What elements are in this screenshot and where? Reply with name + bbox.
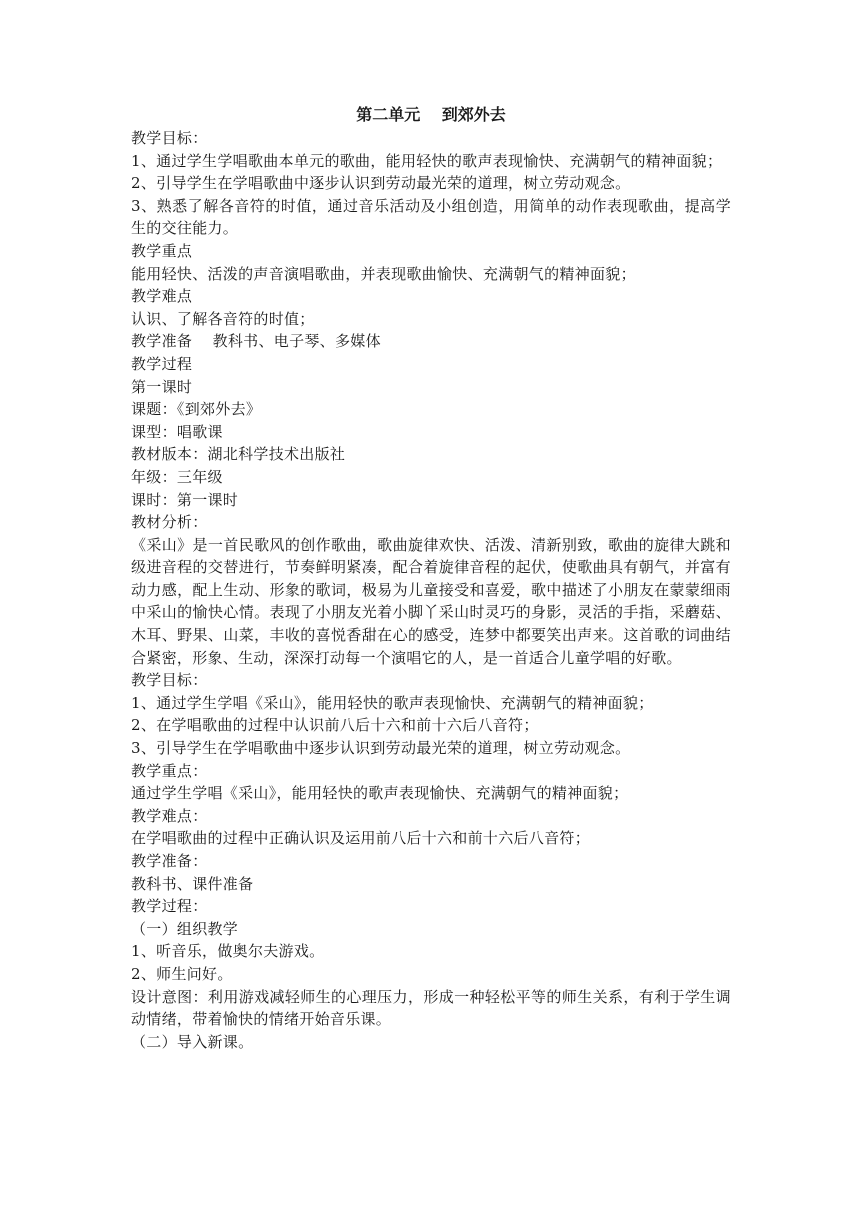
section-heading-preparation-2: 教学准备： (131, 852, 208, 870)
section-heading-analysis: 教材分析： (131, 513, 208, 532)
section-heading-process-2: 教学过程： (131, 897, 208, 916)
lesson-period: 课时：第一课时 (131, 490, 239, 509)
goal-item-2: 2、引导学生在学唱歌曲中逐步认识到劳动最光荣的道理，树立劳动观念。 (131, 174, 631, 193)
step-introduce-lesson: （二）导入新课。 (131, 1032, 254, 1051)
section-heading-key-points: 教学重点 (131, 241, 193, 260)
grade: 年级：三年级 (131, 467, 223, 486)
section-heading-process: 教学过程 (131, 354, 193, 373)
lesson-type: 课型：唱歌课 (131, 422, 223, 441)
section-heading-difficulties: 教学难点 (131, 287, 193, 306)
section-heading-difficulties-2: 教学难点： (131, 806, 208, 825)
analysis-paragraph: 《采山》是一首民歌风的创作歌曲，歌曲旋律欢快、活泼、清新别致，歌曲的旋律大跳和级进音程的交替进行，节奏鲜明紧凑，配合着旋律音程的起伏，使歌曲具有朝气，并富有动力感，配上生动、形象的歌词，极易为儿童接受和喜爱，歌中描述了小朋友在蒙蒙细雨中采山的愉快心情。表现了小朋友光着小脚丫采山时灵巧的身影，灵活的手指，采蘑菇、木耳、野果、山菜，丰收的喜悦香甜在心的感受，连梦中都要笑出声来。这首歌的词曲结合紧密，形象、生动，深深打动每一个演唱它的人，是一首适合儿童学唱的好歌。 (131, 535, 731, 667)
document-page (131, 103, 731, 1053)
step-organize-teaching: （一）组织教学 (131, 919, 239, 938)
preparation-text-2: 教科书、课件准备 (131, 874, 254, 893)
section-heading-goals: 教学目标： (131, 129, 208, 147)
key-points-text: 能用轻快、活泼的声音演唱歌曲，并表现歌曲愉快、充满朝气的精神面貌； (131, 264, 636, 283)
preparation-line: 教学准备 教科书、电子琴、多媒体 (131, 332, 381, 351)
unit-title: 第二单元 到郊外去 (356, 105, 506, 124)
design-intent: 设计意图：利用游戏减轻师生的心理压力，形成一种轻松平等的师生关系，有利于学生调动情绪，带着愉快的情绪开始音乐课。 (131, 987, 731, 1029)
section-heading-goals-2: 教学目标： (131, 671, 208, 690)
key-points-text-2: 通过学生学唱《采山》，能用轻快的歌声表现愉快、充满朝气的精神面貌； (131, 784, 629, 803)
section-heading-key-points-2: 教学重点： (131, 761, 208, 780)
step-item-1: 1、听音乐，做奥尔夫游戏。 (131, 942, 325, 961)
step-item-2: 2、师生问好。 (131, 964, 233, 983)
lesson-number: 第一课时 (131, 377, 193, 396)
textbook-edition: 教材版本：湖北科学技术出版社 (131, 445, 346, 464)
goal-item-3: 3、熟悉了解各音符的时值，通过音乐活动及小组创造，用简单的动作表现歌曲，提高学生的交往能力。 (131, 196, 731, 238)
goal-item-2-3: 3、引导学生在学唱歌曲中逐步认识到劳动最光荣的道理，树立劳动观念。 (131, 739, 631, 758)
difficulties-text: 认识、了解各音符的时值； (131, 309, 315, 328)
lesson-topic: 课题：《到郊外去》 (131, 400, 262, 419)
goal-item-1: 1、通过学生学唱歌曲本单元的歌曲，能用轻快的歌声表现愉快、充满朝气的精神面貌； (131, 151, 723, 170)
difficulties-text-2: 在学唱歌曲的过程中正确认识及运用前八后十六和前十六后八音符； (131, 829, 591, 848)
goal-item-2-2: 2、在学唱歌曲的过程中认识前八后十六和前十六后八音符； (131, 716, 539, 735)
goal-item-2-1: 1、通过学生学唱《采山》，能用轻快的歌声表现愉快、充满朝气的精神面貌； (131, 693, 654, 712)
